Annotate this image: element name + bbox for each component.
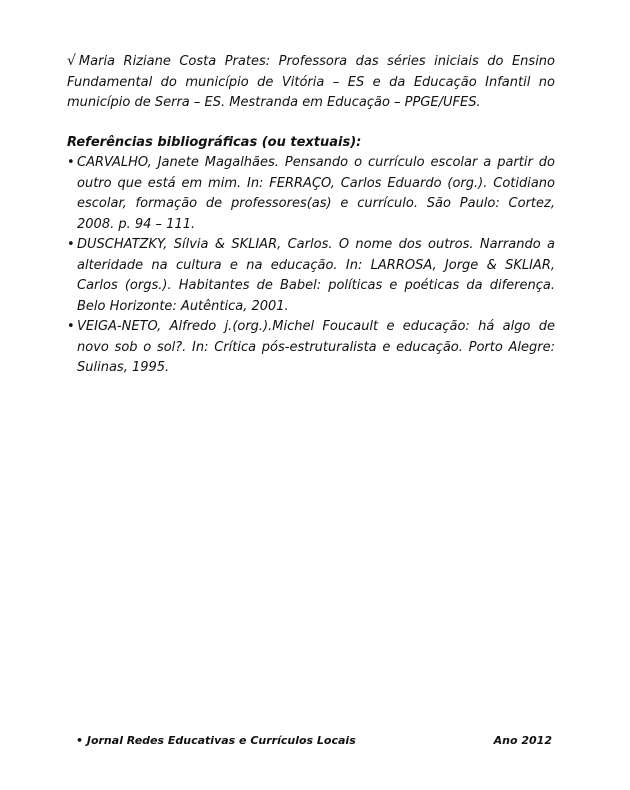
reference-item — [67, 235, 555, 317]
footer-journal-name: • Jornal Redes Educativas e Currículos Locais — [76, 734, 356, 747]
bullet-icon: • — [67, 237, 75, 252]
bullet-icon: • — [67, 319, 75, 334]
reference-text: CARVALHO, Janete Magalhães. Pensando o currículo escolar a partir do outro que está em mim. In: FERRAÇO, Carlos Eduardo (org.). Cotidiano escolar, formação de professores(as) e currículo. São Paulo: Cortez, 2008. p. 94 – 111. — [77, 155, 555, 232]
reference-text: DUSCHATZKY, Sílvia & SKLIAR, Carlos. O nome dos outros. Narrando a alteridade na cultura e na educação. In: LARROSA, Jorge & SKLIAR, Carlos (orgs.). Habitantes de Babel: políticas e poéticas da diferença. Belo Horizonte: Autêntica, 2001. — [77, 237, 555, 314]
reference-item — [67, 153, 555, 235]
footer-year: Ano 2012 — [493, 734, 552, 747]
references-list — [67, 153, 555, 379]
author-note — [67, 51, 555, 114]
author-note-text: Maria Riziane Costa Prates: Professora das séries iniciais do Ensino Fundamental do município de Vitória – ES e da Educação Infantil no município de Serra – ES. Mestranda em Educação – PPGE/UFES. — [67, 54, 555, 110]
references-heading: Referências bibliográficas (ou textuais): — [67, 135, 362, 150]
checkmark-icon: √ — [67, 53, 76, 69]
reference-text: VEIGA-NETO, Alfredo j.(org.).Michel Foucault e educação: há algo de novo sob o sol?. In: Crítica pós-estruturalista e educação. Porto Alegre: Sulinas, 1995. — [77, 319, 555, 375]
page-footer — [76, 733, 552, 749]
bullet-icon: • — [67, 155, 75, 170]
reference-item — [67, 317, 555, 379]
